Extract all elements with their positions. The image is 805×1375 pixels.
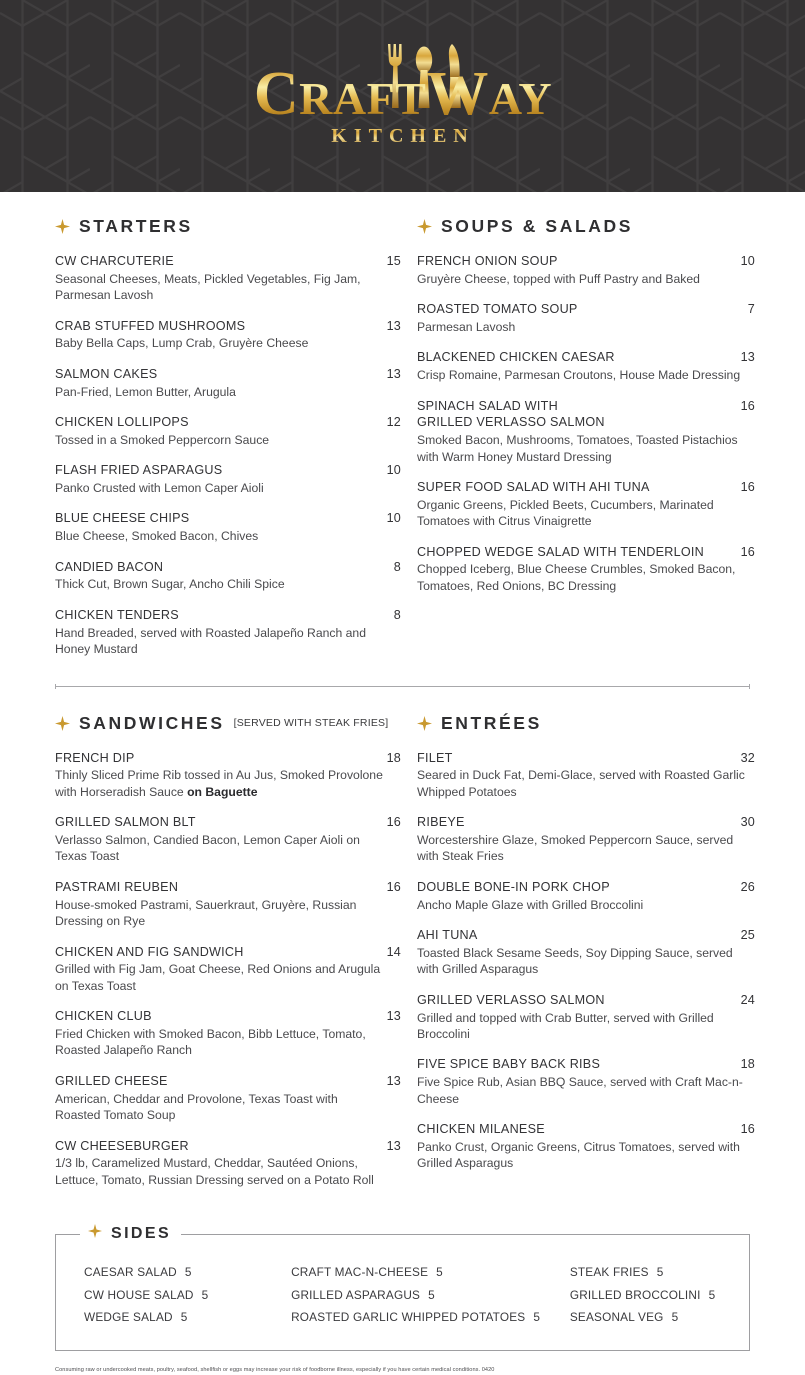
side-price: 5 <box>428 1287 435 1302</box>
side-name: CAESAR SALAD <box>84 1265 177 1280</box>
item-price: 24 <box>740 992 755 1007</box>
section-title: SIDES <box>111 1224 172 1242</box>
menu-item[interactable] <box>417 544 755 595</box>
menu-item[interactable] <box>417 814 755 865</box>
side-name: GRILLED BROCCOLINI <box>569 1287 701 1302</box>
menu-item[interactable] <box>55 879 401 930</box>
section-subtitle: [SERVED WITH STEAK FRIES] <box>233 716 389 729</box>
item-name: CHICKEN MILANESE <box>417 1122 545 1137</box>
item-name: BLUE CHEESE CHIPS <box>55 511 190 526</box>
menu-item[interactable] <box>417 750 755 801</box>
item-price: 30 <box>740 815 755 830</box>
section-heading-starters <box>55 216 401 237</box>
item-price: 13 <box>386 1009 401 1024</box>
menu-item[interactable] <box>417 992 755 1043</box>
menu-item[interactable] <box>417 879 755 913</box>
item-price: 10 <box>386 463 401 478</box>
side-item[interactable] <box>570 1284 749 1306</box>
section-heading-soups-salads <box>417 216 755 237</box>
menu-item[interactable] <box>417 301 755 335</box>
menu-item[interactable] <box>55 750 401 801</box>
svg-text:KITCHEN: KITCHEN <box>330 125 475 147</box>
item-price: 12 <box>386 415 401 430</box>
item-name: FIVE SPICE BABY BACK RIBS <box>417 1057 601 1072</box>
side-price: 5 <box>180 1310 188 1325</box>
sides-grid <box>56 1261 749 1328</box>
side-item[interactable] <box>570 1306 749 1328</box>
item-price: 25 <box>740 928 755 943</box>
menu-item[interactable] <box>417 349 755 383</box>
item-name: CHICKEN AND FIG SANDWICH <box>55 944 244 959</box>
item-description: Hand Breaded, served with Roasted Jalapeño Ranch and Honey Mustard <box>55 625 366 657</box>
item-price: 15 <box>386 254 401 268</box>
item-name: ROASTED TOMATO SOUP <box>417 302 578 317</box>
sparkle-icon <box>417 219 432 234</box>
section-title: SANDWICHES <box>79 712 225 733</box>
side-name: CW HOUSE SALAD <box>84 1287 194 1302</box>
sides-column <box>291 1261 570 1328</box>
section-title: STARTERS <box>79 216 193 236</box>
side-item[interactable] <box>84 1284 291 1306</box>
side-item[interactable] <box>84 1306 291 1328</box>
menu-item[interactable] <box>55 1138 401 1189</box>
item-price: 10 <box>740 254 755 268</box>
item-description: Smoked Bacon, Mushrooms, Tomatoes, Toasted Pistachios with Warm Honey Mustard Dressing <box>417 433 738 464</box>
item-price: 26 <box>740 879 755 894</box>
items-starters <box>55 253 401 658</box>
item-name: CHOPPED WEDGE SALAD WITH TENDERLOIN <box>417 544 705 559</box>
item-name: CRAB STUFFED MUSHROOMS <box>55 318 246 333</box>
menu-item[interactable] <box>55 510 401 544</box>
item-description: Tossed in a Smoked Peppercorn Sauce <box>55 432 270 447</box>
item-price: 32 <box>740 750 755 765</box>
menu-header <box>0 0 805 192</box>
menu-item[interactable] <box>417 1121 755 1172</box>
item-name: GRILLED VERLASSO SALMON <box>417 992 605 1007</box>
item-name: GRILLED CHEESE <box>55 1073 168 1088</box>
item-description: Toasted Black Sesame Seeds, Soy Dipping Sauce, served with Grilled Asparagus <box>417 945 733 977</box>
section-title: SOUPS & SALADS <box>441 216 633 236</box>
items-soups-salads <box>417 253 755 594</box>
side-name: SEASONAL VEG <box>569 1310 664 1325</box>
item-price: 16 <box>740 544 755 559</box>
item-price: 8 <box>393 607 401 622</box>
item-price: 18 <box>740 1057 755 1072</box>
item-price: 16 <box>386 879 401 894</box>
menu-item[interactable] <box>55 318 401 352</box>
item-name-line2: GRILLED VERLASSO SALMON <box>417 415 605 430</box>
svg-text:CRAFTWAY: CRAFTWAY <box>253 60 552 128</box>
menu-item[interactable] <box>55 944 401 995</box>
menu-item[interactable] <box>55 462 401 496</box>
side-price: 5 <box>533 1310 541 1325</box>
section-heading-entrees <box>417 713 755 734</box>
item-name: CHICKEN TENDERS <box>55 607 179 622</box>
sparkle-icon <box>88 1224 102 1243</box>
item-description: Fried Chicken with Smoked Bacon, Bibb Lettuce, Tomato, Roasted Jalapeño Ranch <box>55 1026 366 1058</box>
section-title: ENTRÉES <box>441 712 542 733</box>
item-description: Thick Cut, Brown Sugar, Ancho Chili Spice <box>55 577 285 592</box>
craftway-kitchen-logo <box>238 36 568 156</box>
item-price: 13 <box>386 318 401 333</box>
item-description: 1/3 lb, Caramelized Mustard, Cheddar, Sautéed Onions, Lettuce, Tomato, Russian Dressing served on a Potato Roll <box>55 1156 374 1187</box>
menu-item[interactable] <box>55 814 401 865</box>
item-description <box>55 767 385 800</box>
sparkle-icon <box>417 716 432 731</box>
menu-item[interactable] <box>55 1008 401 1059</box>
side-item[interactable] <box>84 1261 291 1283</box>
item-name: FRENCH ONION SOUP <box>417 254 558 268</box>
item-description: Organic Greens, Pickled Beets, Cucumbers, Marinated Tomatoes with Citrus Vinaigrette <box>417 497 714 529</box>
item-price: 8 <box>393 559 401 574</box>
item-price: 16 <box>740 398 755 413</box>
section-heading-sides <box>80 1224 181 1243</box>
item-name: CANDIED BACON <box>55 559 164 574</box>
item-name: SALMON CAKES <box>55 366 158 381</box>
item-description: Verlasso Salmon, Candied Bacon, Lemon Caper Aioli on Texas Toast <box>55 832 360 864</box>
item-price: 10 <box>386 511 401 526</box>
section-heading-sandwiches <box>55 713 401 734</box>
menu-block-upper <box>0 192 805 672</box>
items-sandwiches <box>55 750 401 1189</box>
section-entrees <box>407 713 755 1203</box>
item-price: 13 <box>386 1073 401 1088</box>
item-price: 18 <box>386 750 401 765</box>
item-price: 16 <box>386 815 401 830</box>
menu-item[interactable] <box>55 559 401 593</box>
side-name: STEAK FRIES <box>569 1265 649 1280</box>
menu-item[interactable] <box>417 927 755 978</box>
item-name: DOUBLE BONE-IN PORK CHOP <box>417 879 610 894</box>
side-price: 5 <box>671 1310 679 1325</box>
item-name: CW CHARCUTERIE <box>55 254 174 268</box>
item-description: Gruyère Cheese, topped with Puff Pastry and Baked <box>417 271 700 286</box>
sides-column <box>84 1261 291 1328</box>
section-starters <box>55 216 407 672</box>
side-item[interactable] <box>291 1284 570 1306</box>
item-price: 13 <box>386 366 401 381</box>
side-price: 5 <box>436 1265 443 1280</box>
menu-item[interactable] <box>55 414 401 448</box>
item-name: RIBEYE <box>417 815 465 830</box>
side-item[interactable] <box>291 1261 570 1283</box>
item-name: CW CHEESEBURGER <box>55 1138 189 1153</box>
item-description: Grilled with Fig Jam, Goat Cheese, Red Onions and Arugula on Texas Toast <box>55 962 381 993</box>
item-description-emphasis: on Baguette <box>187 784 258 799</box>
menu-item[interactable] <box>55 253 401 304</box>
item-name: FILET <box>417 750 453 765</box>
item-description: Blue Cheese, Smoked Bacon, Chives <box>55 529 259 544</box>
item-name: FLASH FRIED ASPARAGUS <box>55 463 223 478</box>
item-price: 14 <box>386 944 401 959</box>
item-name: CHICKEN CLUB <box>55 1009 152 1024</box>
item-description: Five Spice Rub, Asian BBQ Sauce, served with Craft Mac-n-Cheese <box>417 1075 743 1106</box>
menu-item[interactable] <box>417 1056 755 1107</box>
item-name: SPINACH SALAD WITH <box>417 398 558 413</box>
menu-item[interactable] <box>417 398 755 465</box>
item-name: PASTRAMI REUBEN <box>55 879 179 894</box>
sides-column <box>570 1261 749 1328</box>
menu-item[interactable] <box>55 607 401 658</box>
item-price: 16 <box>740 480 755 495</box>
menu-item[interactable] <box>417 253 755 287</box>
item-description: Seasonal Cheeses, Meats, Pickled Vegetables, Fig Jam, Parmesan Lavosh <box>55 271 361 303</box>
item-name: GRILLED SALMON BLT <box>55 815 196 830</box>
side-name: ROASTED GARLIC WHIPPED POTATOES <box>291 1310 526 1325</box>
sparkle-icon <box>55 219 70 234</box>
section-sides <box>55 1224 750 1351</box>
item-description: Parmesan Lavosh <box>417 319 516 334</box>
item-description: Baby Bella Caps, Lump Crab, Gruyère Cheese <box>55 336 309 351</box>
item-description: Pan-Fried, Lemon Butter, Arugula <box>55 384 236 399</box>
side-price: 5 <box>656 1265 664 1280</box>
legal-disclaimer: Consuming raw or undercooked meats, poultry, seafood, shellfish or eggs may increase your risk of foodborne illness, especially if you have certain medical conditions. 0420 <box>55 1367 495 1374</box>
section-soups-salads <box>407 216 755 672</box>
item-price: 16 <box>740 1122 755 1137</box>
item-name: BLACKENED CHICKEN CAESAR <box>417 350 615 365</box>
item-price: 13 <box>740 350 755 365</box>
brand-logo <box>0 36 805 156</box>
side-name: GRILLED ASPARAGUS <box>291 1287 421 1302</box>
item-name: CHICKEN LOLLIPOPS <box>55 415 189 430</box>
item-description: Panko Crusted with Lemon Caper Aioli <box>55 481 264 496</box>
side-item[interactable] <box>570 1261 749 1283</box>
item-price: 7 <box>747 302 755 317</box>
menu-item[interactable] <box>417 479 755 530</box>
section-sandwiches <box>55 713 407 1203</box>
side-name: WEDGE SALAD <box>84 1310 173 1325</box>
item-description-text: Thinly Sliced Prime Rib tossed in Au Jus, Smoked Provolone with Horseradish Sauce <box>55 768 383 799</box>
item-description: House-smoked Pastrami, Sauerkraut, Gruyère, Russian Dressing on Rye <box>55 897 357 929</box>
section-divider <box>55 686 750 687</box>
side-price: 5 <box>184 1265 192 1280</box>
item-name: SUPER FOOD SALAD WITH AHI TUNA <box>417 480 650 495</box>
item-description: Crisp Romaine, Parmesan Croutons, House Made Dressing <box>417 368 741 383</box>
item-description: Chopped Iceberg, Blue Cheese Crumbles, Smoked Bacon, Tomatoes, Red Onions, BC Dressing <box>417 562 736 593</box>
sparkle-icon <box>55 716 70 731</box>
item-description: Worcestershire Glaze, Smoked Peppercorn Sauce, served with Steak Fries <box>417 832 734 864</box>
side-item[interactable] <box>291 1306 570 1328</box>
item-description: Ancho Maple Glaze with Grilled Broccolini <box>417 897 644 912</box>
side-price: 5 <box>708 1287 716 1302</box>
item-price: 13 <box>386 1138 401 1153</box>
menu-item[interactable] <box>55 1073 401 1124</box>
item-description: American, Cheddar and Provolone, Texas Toast with Roasted Tomato Soup <box>55 1091 338 1123</box>
menu-body <box>0 192 805 1375</box>
side-price: 5 <box>201 1287 209 1302</box>
item-name: AHI TUNA <box>417 928 478 943</box>
items-entrees <box>417 750 755 1172</box>
item-description: Panko Crust, Organic Greens, Citrus Tomatoes, served with Grilled Asparagus <box>417 1139 740 1171</box>
item-name: FRENCH DIP <box>55 750 135 765</box>
side-name: CRAFT MAC-N-CHEESE <box>291 1265 429 1280</box>
menu-block-lower <box>0 713 805 1203</box>
item-description: Grilled and topped with Crab Butter, served with Grilled Broccolini <box>417 1010 714 1041</box>
menu-item[interactable] <box>55 366 401 400</box>
item-description: Seared in Duck Fat, Demi-Glace, served with Roasted Garlic Whipped Potatoes <box>417 768 745 799</box>
